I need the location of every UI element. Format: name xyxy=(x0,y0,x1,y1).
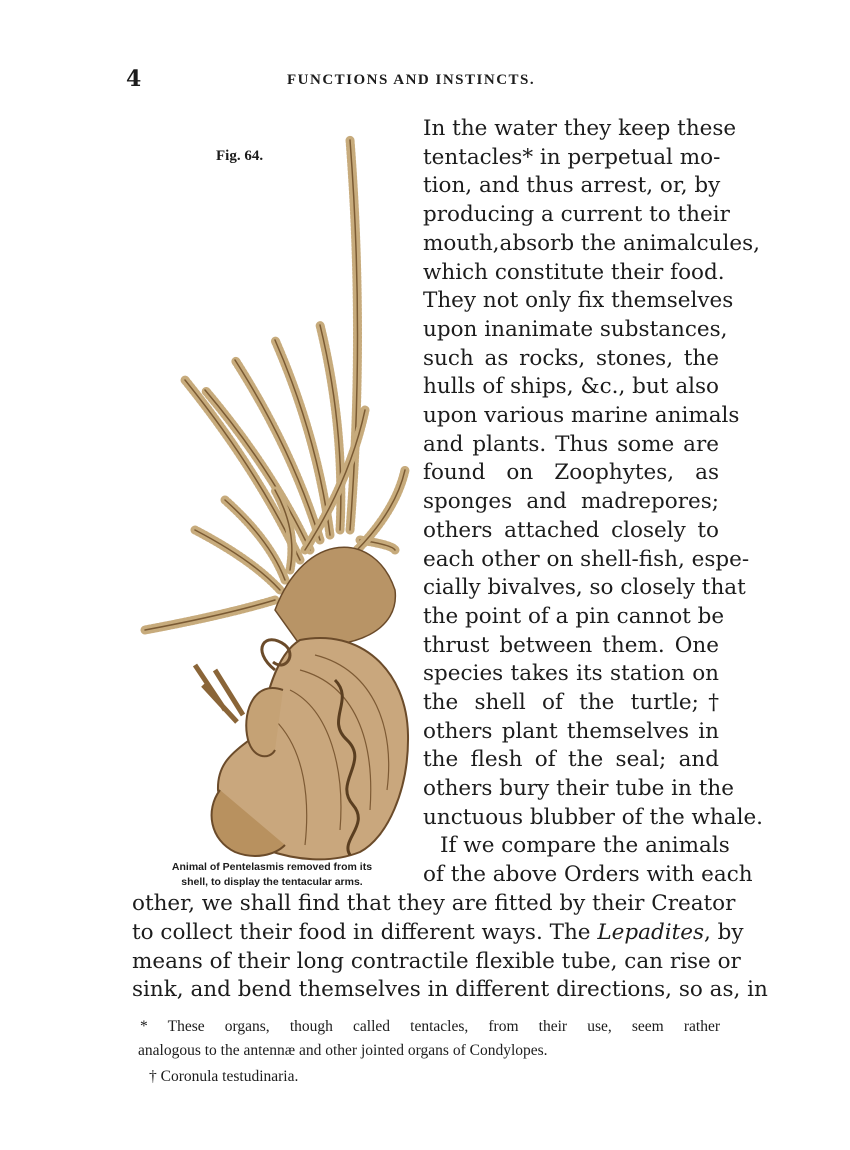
column-line: such as rocks, stones, the xyxy=(423,345,719,371)
body-line-2 xyxy=(132,920,744,945)
column-line: species takes its station on xyxy=(423,661,719,687)
column-line: found on Zoophytes, as xyxy=(423,460,719,486)
column-line: tion, and thus arrest, or, by xyxy=(423,173,721,199)
column-line: each other on shell-fish, espe- xyxy=(423,546,750,572)
column-line: others attached closely to xyxy=(423,517,719,543)
column-line: others plant themselves in xyxy=(423,718,719,744)
page-number: 4 xyxy=(126,66,142,92)
running-title: FUNCTIONS AND INSTINCTS. xyxy=(287,72,536,88)
footnote-1: * These organs, though called tentacles, from their use, seem rather xyxy=(140,1018,720,1035)
caption-line-2: shell, to display the tentacular arms. xyxy=(181,876,363,888)
column-line: thrust between them. One xyxy=(423,632,719,658)
lepadites-term: Lepadites xyxy=(597,920,704,945)
small-appendage-1 xyxy=(195,665,243,722)
footnote-1-cont: analogous to the antennæ and other jointed organs of Condylopes. xyxy=(138,1042,548,1059)
column-line: which constitute their food. xyxy=(423,259,725,285)
column-line: the point of a pin cannot be xyxy=(423,603,725,629)
body-line-3: means of their long contractile flexible tube, can rise or xyxy=(132,949,741,974)
figure-label: Fig. 64. xyxy=(216,148,264,164)
figure-caption xyxy=(131,860,413,890)
line2-part-a: to collect their food in different ways. The xyxy=(132,920,598,945)
column-line: upon various marine animals xyxy=(423,403,740,428)
paragraph2-line-2: of the above Orders with each xyxy=(423,862,753,887)
body-line-4: sink, and bend themselves in different directions, so as, in xyxy=(132,977,768,1002)
column-line: and plants. Thus some are xyxy=(423,431,719,457)
tentacular-arms xyxy=(145,140,405,646)
column-line: cially bivalves, so closely that xyxy=(423,575,746,601)
column-line: They not only fix themselves xyxy=(423,288,734,314)
barnacle-illustration xyxy=(125,110,420,865)
column-line: tentacles* in perpetual mo- xyxy=(423,144,721,170)
body-line-1: other, we shall find that they are fitted by their Creator xyxy=(132,891,736,916)
column-line: hulls of ships, &c., but also xyxy=(423,374,719,400)
caption-line-1: Animal of Pentelasmis removed from its xyxy=(171,861,373,873)
column-line: others bury their tube in the xyxy=(423,776,734,802)
footnote-2: † Coronula testudinaria. xyxy=(149,1068,299,1085)
line2-part-b: , by xyxy=(704,920,744,945)
column-line: mouth,absorb the animalcules, xyxy=(423,230,760,256)
running-header xyxy=(0,66,850,96)
column-line: the flesh of the seal; and xyxy=(423,747,719,773)
column-line: In the water they keep these xyxy=(423,116,737,141)
tentacle-arm xyxy=(357,470,405,550)
column-line: sponges and madrepores; xyxy=(423,489,719,515)
paragraph2-line-1: If we compare the animals xyxy=(440,833,730,858)
column-line: the shell of the turtle;† xyxy=(423,690,719,715)
column-line: unctuous blubber of the whale. xyxy=(423,804,764,830)
column-line: upon inanimate substances, xyxy=(423,316,728,342)
column-line: producing a current to their xyxy=(423,202,730,228)
